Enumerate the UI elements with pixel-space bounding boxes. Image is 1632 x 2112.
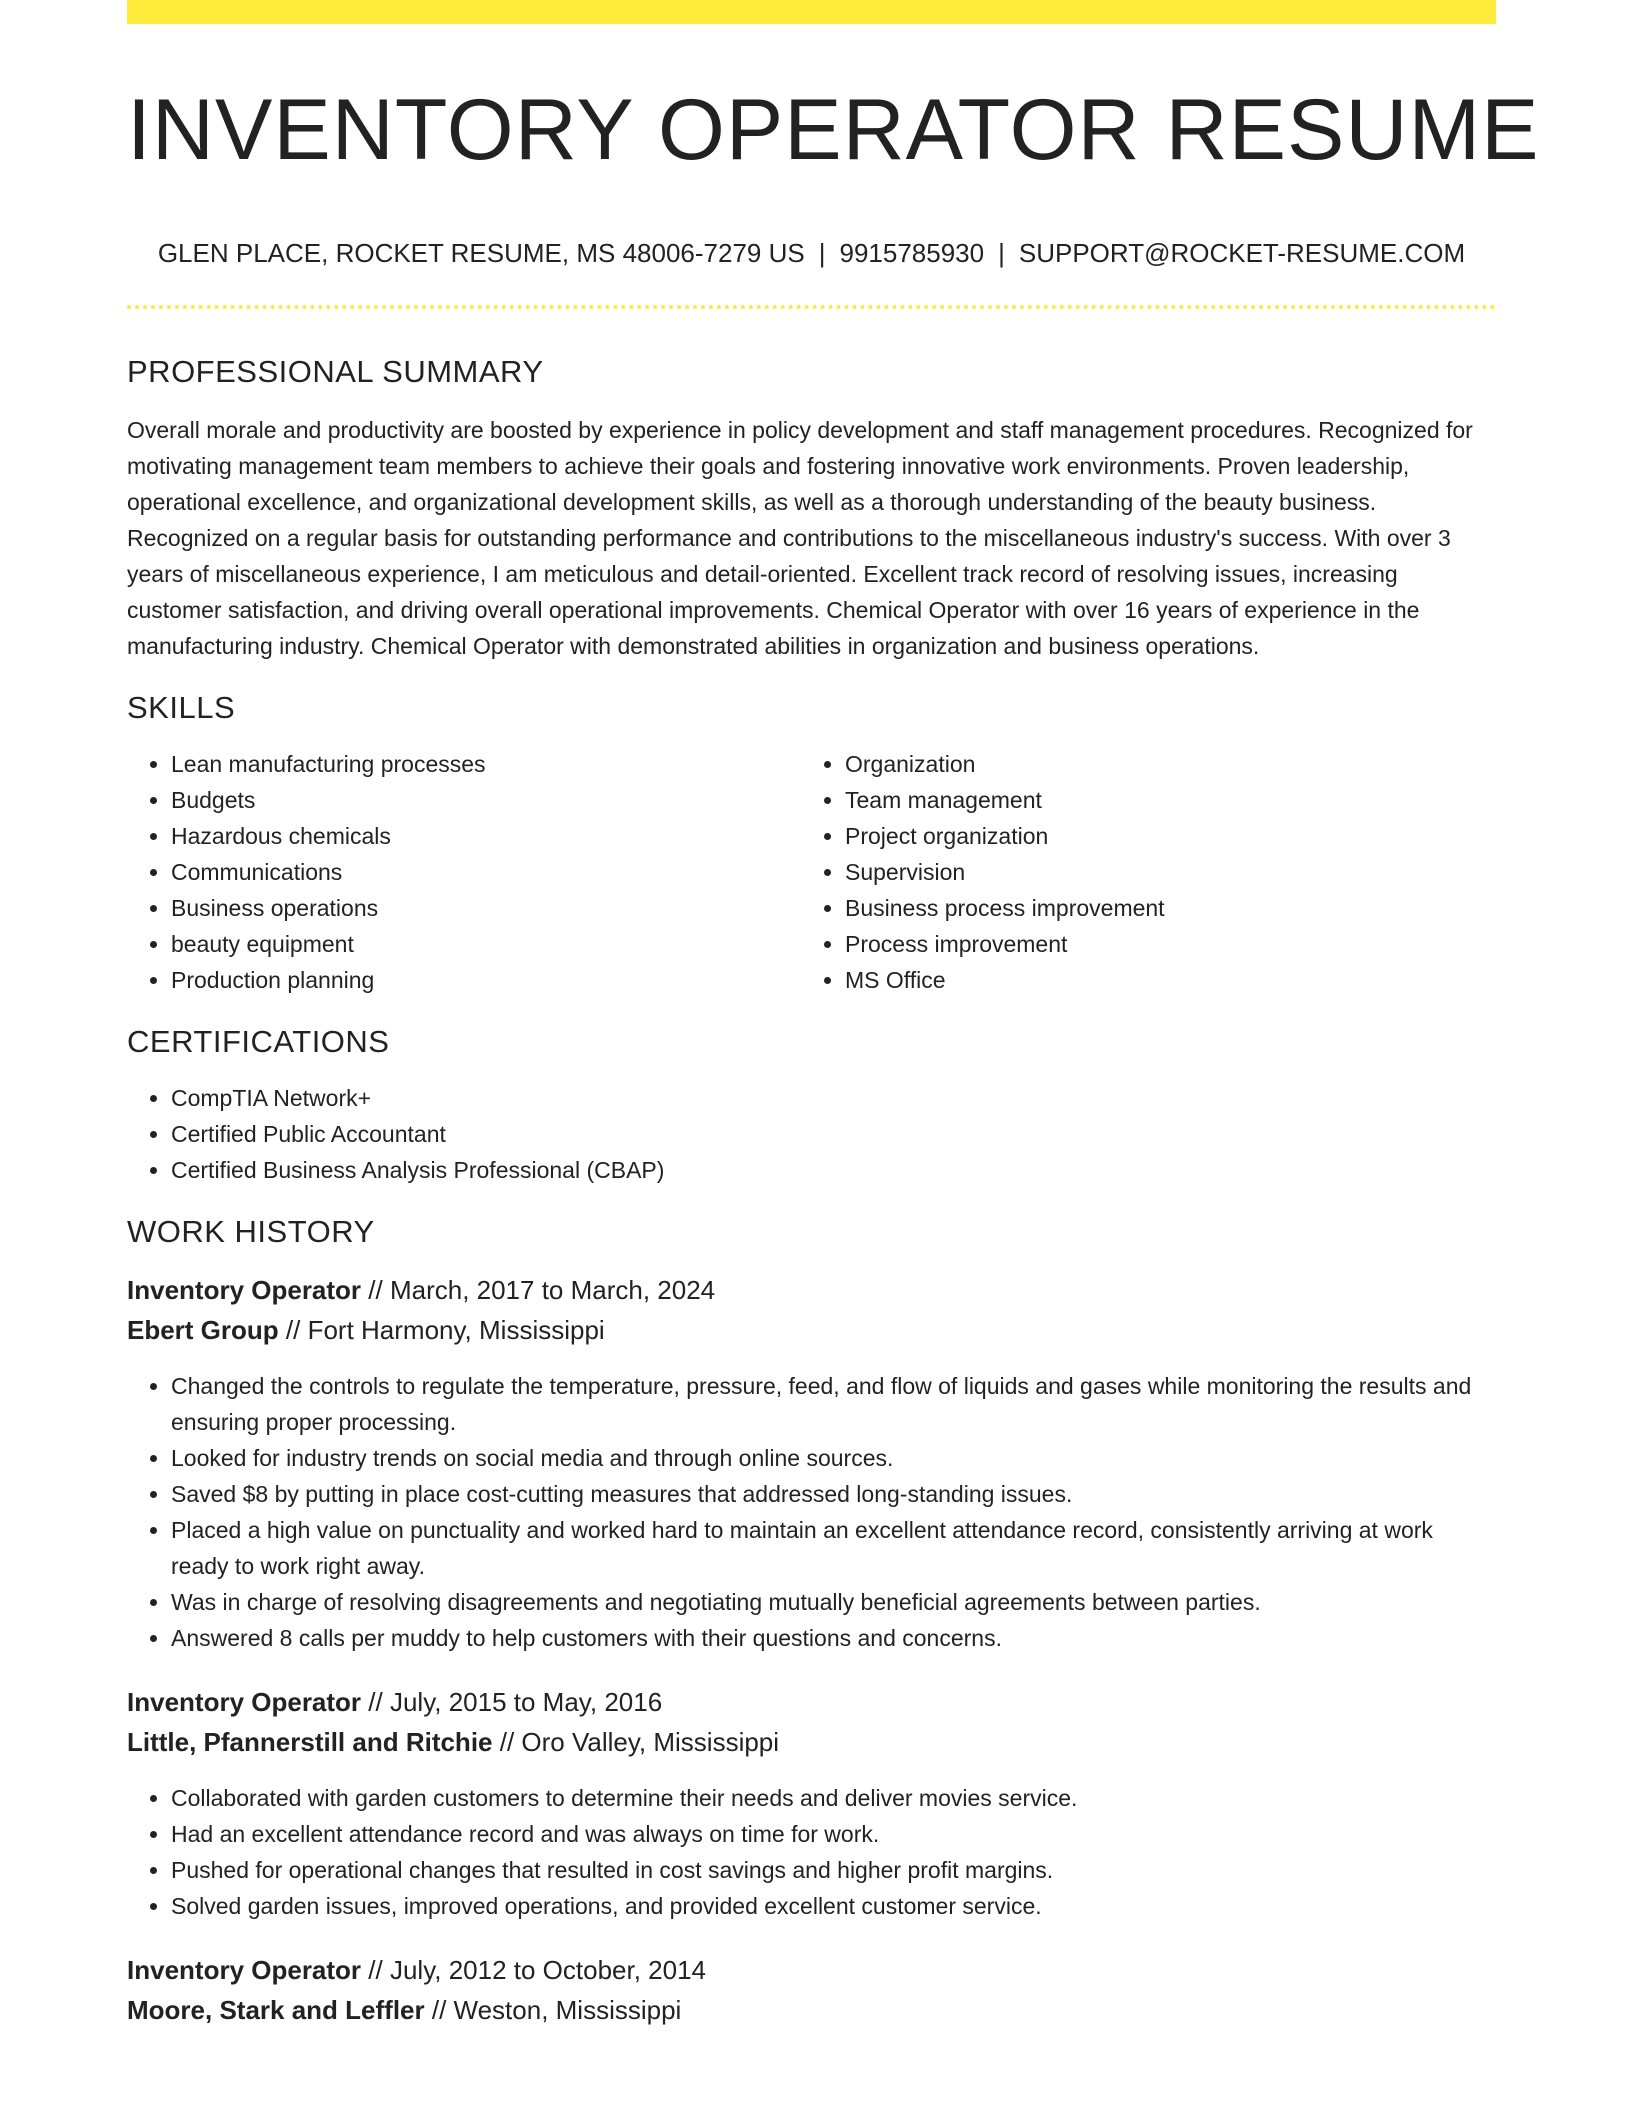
summary-text: Overall morale and productivity are boosted by experience in policy development and staff management procedures. Recognized for motivating management team members to achieve their goals and fostering innovative work environments. Proven leadership, operational excellence, and organizational development skills, as well as a thorough understanding of the beauty business. Recognized on a regular basis for outstanding performance and contributions to the miscellaneous industry's success. With over 3 years of miscellaneous experience, I am meticulous and detail-oriented. Excellent track record of resolving issues, increasing customer satisfaction, and driving overall operational improvements. Chemical Operator with over 16 years of experience in the manufacturing industry. Chemical Operator with demonstrated abilities in organization and business operations. (127, 417, 1473, 659)
job-company: Moore, Stark and Leffler (127, 1995, 425, 2025)
certification-item: • Certified Public Accountant (171, 1116, 1496, 1152)
page-title: INVENTORY OPERATOR RESUME (127, 82, 1540, 178)
job-bullet: • Pushed for operational changes that resulted in cost savings and higher profit margins. (171, 1852, 1496, 1888)
job-entry (127, 1682, 1496, 1924)
work-history-section (127, 1212, 1496, 2030)
certification-item: • CompTIA Network+ (171, 1080, 1496, 1116)
work-history-heading: WORK HISTORY (127, 1214, 375, 1249)
skill-item: • Business operations (171, 890, 801, 926)
skills-columns (127, 728, 1496, 998)
certification-item: • Certified Business Analysis Professional (CBAP) (171, 1152, 1496, 1188)
job-location: // Weston, Mississippi (424, 1995, 682, 2025)
accent-bar (127, 0, 1496, 24)
certifications-list (127, 1080, 1496, 1188)
skills-list-right (801, 746, 1475, 998)
skill-item: • Supervision (845, 854, 1475, 890)
phone: 9915785930 (839, 238, 985, 268)
skill-item: • Business process improvement (845, 890, 1475, 926)
skill-item: • Hazardous chemicals (171, 818, 801, 854)
job-title-line (127, 1950, 1496, 1990)
job-company: Ebert Group (127, 1315, 279, 1345)
job-bullet: • Changed the controls to regulate the temperature, pressure, feed, and flow of liquids and gases while monitoring the results and ensuring proper processing. (171, 1368, 1496, 1440)
job-company-line (127, 1310, 1496, 1350)
job-title: Inventory Operator (127, 1955, 362, 1985)
job-title-line (127, 1682, 1496, 1722)
resume-body (127, 352, 1496, 2030)
summary-heading: PROFESSIONAL SUMMARY (127, 354, 544, 389)
job-title: Inventory Operator (127, 1687, 362, 1717)
job-company-line (127, 1990, 1496, 2030)
skill-item: • Organization (845, 746, 1475, 782)
job-dates: // July, 2015 to May, 2016 (361, 1687, 663, 1717)
dotted-divider (127, 305, 1496, 309)
skill-item: • Production planning (171, 962, 801, 998)
job-bullet: • Solved garden issues, improved operations, and provided excellent customer service. (171, 1888, 1496, 1924)
job-bullet: • Answered 8 calls per muddy to help customers with their questions and concerns. (171, 1620, 1496, 1656)
skills-section (127, 688, 1496, 998)
job-location: // Oro Valley, Mississippi (492, 1727, 780, 1757)
skills-heading: SKILLS (127, 690, 236, 725)
separator: | (998, 238, 1005, 268)
skill-item: • beauty equipment (171, 926, 801, 962)
skill-item: • Communications (171, 854, 801, 890)
skill-item: • Project organization (845, 818, 1475, 854)
skill-item: • MS Office (845, 962, 1475, 998)
skill-item: • Budgets (171, 782, 801, 818)
contact-line (127, 236, 1496, 270)
job-company: Little, Pfannerstill and Ritchie (127, 1727, 493, 1757)
separator: | (818, 238, 826, 268)
job-bullet: • Placed a high value on punctuality and worked hard to maintain an excellent attendance record, consistently arriving at work ready to work right away. (171, 1512, 1496, 1584)
job-bullet: • Was in charge of resolving disagreements and negotiating mutually beneficial agreements between parties. (171, 1584, 1496, 1620)
job-bullet: • Looked for industry trends on social media and through online sources. (171, 1440, 1496, 1476)
skill-item: • Lean manufacturing processes (171, 746, 801, 782)
job-bullet: • Had an excellent attendance record and was always on time for work. (171, 1816, 1496, 1852)
job-dates: // July, 2012 to October, 2014 (361, 1955, 707, 1985)
skill-item: • Process improvement (845, 926, 1475, 962)
certifications-section (127, 1022, 1496, 1188)
job-location: // Fort Harmony, Mississippi (278, 1315, 605, 1345)
job-title-line (127, 1270, 1496, 1310)
job-dates: // March, 2017 to March, 2024 (361, 1275, 716, 1305)
job-title: Inventory Operator (127, 1275, 362, 1305)
job-bullets (127, 1368, 1496, 1656)
skills-list-left (127, 746, 801, 998)
address: GLEN PLACE, ROCKET RESUME, MS 48006-7279 US (157, 238, 805, 268)
job-company-line (127, 1722, 1496, 1762)
job-entry (127, 1950, 1496, 2030)
skill-item: • Team management (845, 782, 1475, 818)
job-bullets (127, 1780, 1496, 1924)
job-bullet: • Collaborated with garden customers to determine their needs and deliver movies service. (171, 1780, 1496, 1816)
job-entry (127, 1270, 1496, 1656)
summary-section (127, 352, 1496, 664)
job-bullet: • Saved $8 by putting in place cost-cutting measures that addressed long-standing issues. (171, 1476, 1496, 1512)
email: SUPPORT@ROCKET-RESUME.COM (1018, 238, 1466, 268)
certifications-heading: CERTIFICATIONS (127, 1024, 390, 1059)
